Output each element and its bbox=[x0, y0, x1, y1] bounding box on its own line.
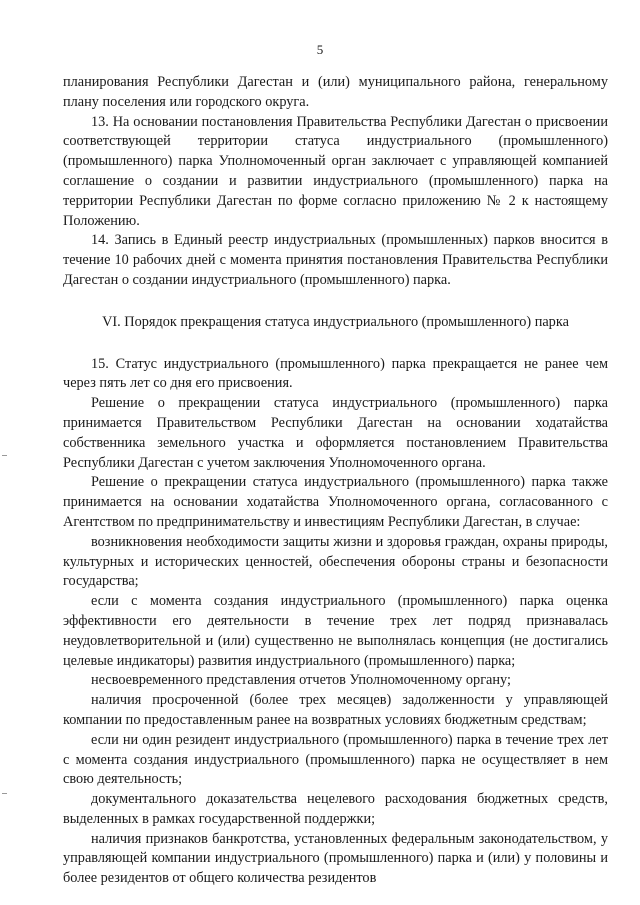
paragraph-15: 15. Статус индустриального (промышленного) парка прекращается не ранее чем через пять лет со дня его присвоения. bbox=[63, 355, 608, 392]
margin-tick bbox=[2, 793, 7, 794]
section-heading: VI. Порядок прекращения статуса индустриального (промышленного) парка bbox=[102, 313, 569, 330]
paragraph: Решение о прекращении статуса индустриального (промышленного) парка также принимается на основании ходатайства Уполномоченного органа, согласованного с Агентством по предпринимательству и инвестициям Республики Дагестан, в случае: bbox=[63, 474, 608, 530]
paragraph-13: 13. На основании постановления Правительства Республики Дагестан о присвоении соответствующей территории статуса индустриального (промышленного) (промышленного) парка Уполномоченный орган заключает с управляющей компанией соглашение о создании и развитии индустриального (промышленного) парка на территории Республики Дагестан по форме согласно приложению № 2 к настоящему Положению. bbox=[63, 113, 608, 229]
list-item: если с момента создания индустриального (промышленного) парка оценка эффективности его деятельности в течение трех лет подряд признавалась неудовлетворительной и (или) существенно не выполнялась концепция (не достигались целевые индикаторы) развития индустриального (промышленного) парка; bbox=[63, 593, 608, 669]
document-body bbox=[63, 73, 608, 889]
list-item: наличия признаков банкротства, установленных федеральным законодательством, у управляющей компании индустриального (промышленного) парка и (или) у половины и более резидентов от общего количества резидентов bbox=[63, 830, 608, 887]
list-item: возникновения необходимости защиты жизни и здоровья граждан, охраны природы, культурных и исторических ценностей, обеспечения обороны страны и безопасности государства; bbox=[63, 533, 608, 590]
margin-tick bbox=[2, 455, 7, 456]
list-item: несвоевременного представления отчетов Уполномоченному органу; bbox=[91, 672, 511, 689]
list-item: документального доказательства нецелевого расходования бюджетных средств, выделенных в рамках государственной поддержки; bbox=[63, 791, 608, 827]
paragraph: планирования Республики Дагестан и (или) муниципального района, генеральному плану поселения или городского округа. bbox=[63, 74, 608, 110]
list-item: если ни один резидент индустриального (промышленного) парка в течение трех лет с момента создания индустриального (промышленного) парка не осуществляет в нем свою деятельность; bbox=[63, 731, 608, 788]
paragraph-14: 14. Запись в Единый реестр индустриальных (промышленных) парков вносится в течение 10 рабочих дней с момента принятия постановления Правительства Республики Дагестан о создании индустриального (промышленного) парка. bbox=[63, 232, 608, 288]
page-number: 5 bbox=[316, 42, 324, 57]
paragraph: Решение о прекращении статуса индустриального (промышленного) парка принимается Правительством Республики Дагестан на основании ходатайства собственника земельного участка и оформляется постановлением Правительства Республики Дагестан с учетом заключения Уполномоченного органа. bbox=[63, 395, 608, 471]
list-item: наличия просроченной (более трех месяцев) задолженности у управляющей компании по предоставленным ранее на возвратных условиях бюджетным средствам; bbox=[63, 692, 608, 728]
